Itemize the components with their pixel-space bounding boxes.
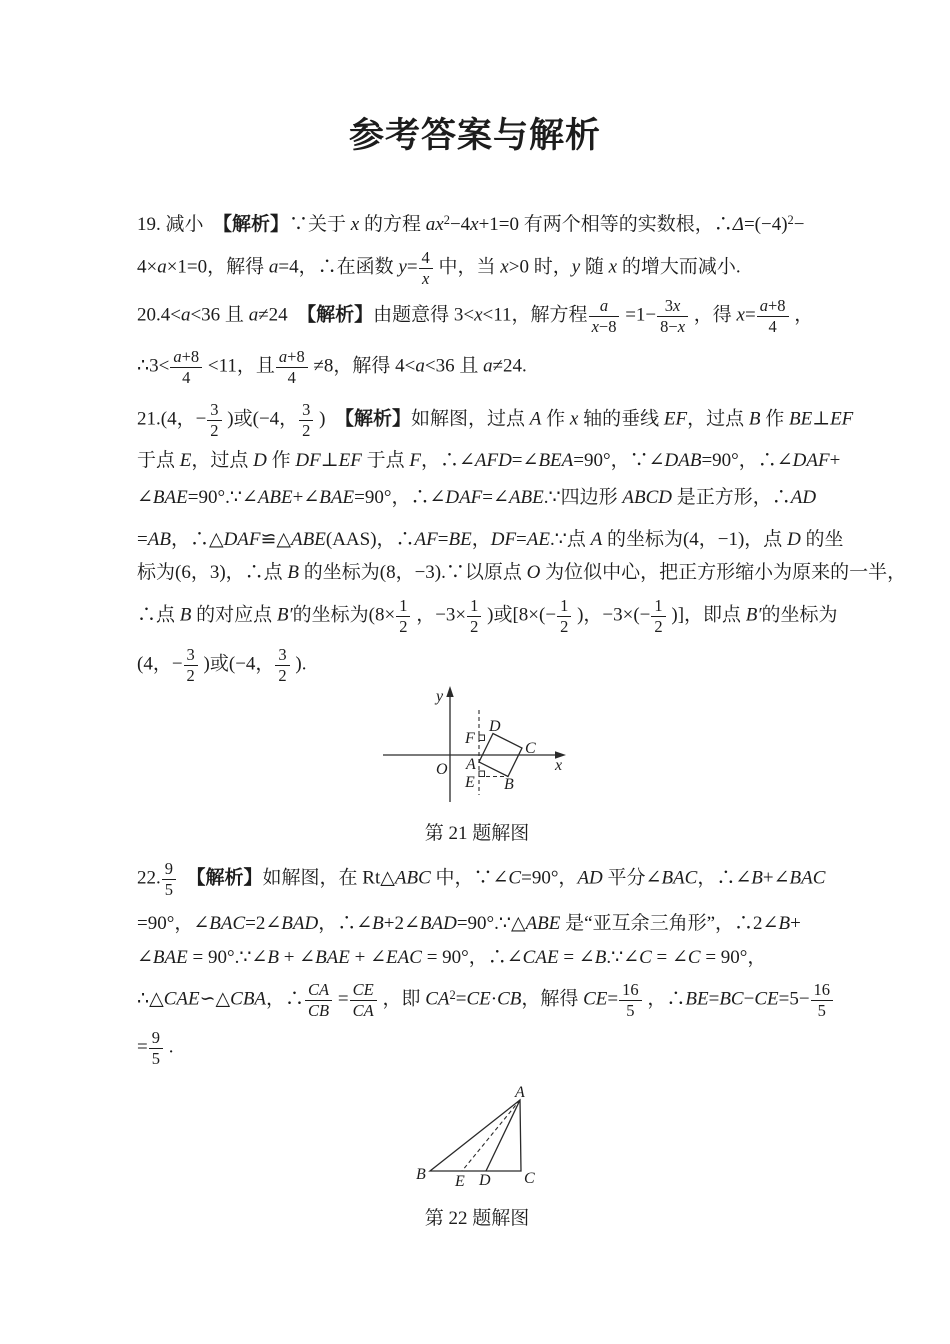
fraction: $\frac{a+8}{4}$: [757, 296, 789, 337]
fraction: $\frac{9}{5}$: [162, 859, 176, 900]
right-angle-mark-e: [479, 771, 485, 777]
q21-line-2: 于点 E，过点 D 作 DF⊥EF 于点 F，∴∠AFD=∠BEA=90°，∵∠DAB=90°，∴∠DAF+: [137, 450, 841, 471]
fraction: $\frac{3}{2}$: [299, 400, 313, 441]
q21-line-5: 标为(6，3)，∴点 B 的坐标为(8，−3).∵以原点 O 为位似中心，把正方形缩小为原来的一半，: [137, 562, 907, 583]
fraction: $\frac{16}{5}$: [811, 980, 834, 1021]
fraction: $\frac{a}{x-8}$: [589, 296, 620, 337]
q21-line-4: =AB，∴△DAF≌△ABE(AAS)，∴AF=BE，DF=AE.∵点 A 的坐标为(4，−1)，点 D 的坐: [137, 529, 844, 550]
fraction: $\frac{3}{2}$: [207, 400, 221, 441]
fraction: $\frac{3}{2}$: [275, 645, 289, 686]
point-label-f: F: [465, 730, 475, 747]
diagram-q22: [400, 1085, 550, 1190]
q20-line-1: 20.4<a<36 且 a≠24 【解析】由题意得 3<x<11，解方程 $\frac{a}{x-8}$ =1− $\frac{3x}{8-x}$ ，得 x= $\frac{a+8}{4}$ ，: [137, 296, 814, 336]
fraction: $\frac{CE}{CA}$: [350, 980, 377, 1021]
point-label-b: B: [416, 1166, 426, 1183]
q19-line-2: 4×a×1=0，解得 a=4，∴在函数 y= $\frac{4}{x}$ 中，当 x>0 时，y 随 x 的增大而减小.: [137, 248, 741, 288]
fraction: $\frac{1}{2}$: [467, 596, 481, 637]
point-label-o: O: [436, 761, 448, 778]
point-label-c: C: [525, 740, 536, 757]
fraction: $\frac{9}{5}$: [149, 1028, 163, 1069]
q22-line-1: 22. $\frac{9}{5}$ 【解析】如解图，在 Rt△ABC 中，∵∠C=90°，AD 平分∠BAC，∴∠B+∠BAC: [137, 859, 826, 899]
fraction: $\frac{3}{2}$: [184, 645, 198, 686]
fraction: $\frac{a+8}{4}$: [276, 347, 308, 388]
fraction: $\frac{4}{x}$: [419, 248, 433, 289]
q22-line-4: ∴△CAE∽△CBA，∴ $\frac{CA}{CB}$ = $\frac{CE}{CA}$ ，即 $CA^2=CE\cdot CB$，解得 CE= $\frac{16}{5}$ ，∴BE=BC−CE=5− $\frac{16}{5}$: [137, 980, 834, 1021]
q22-line-3: ∠BAE = 90°.∵∠B + ∠BAE + ∠EAC = 90°，∴∠CAE = ∠B.∵∠C = ∠C = 90°，: [137, 947, 767, 968]
q22-line-2: =90°，∠BAC=2∠BAD，∴∠B+2∠BAD=90°.∵△ABE 是“亚互余三角形”，∴2∠B+: [137, 913, 801, 934]
q21-line-7: (4，− $\frac{3}{2}$ )或(−4， $\frac{3}{2}$ ).: [137, 645, 307, 685]
point-label-d: D: [489, 718, 501, 735]
q19-line-1: 19. 减小 【解析】∵关于 x 的方程 $ax^2-4x+1=0$ 有两个相等的实数根，$\therefore\Delta=(-4)^2-$: [137, 213, 805, 235]
q21-line-3: ∠BAE=90°.∵∠ABE+∠BAE=90°，∴∠DAF=∠ABE.∵四边形 ABCD 是正方形，∴AD: [137, 487, 817, 508]
y-axis-arrow-icon: [446, 686, 453, 697]
triangle-abc: [430, 1100, 521, 1171]
q21-line-6: ∴点 B 的对应点 B′的坐标为(8× $\frac{1}{2}$ ，−3× $\frac{1}{2}$ )或[8×(− $\frac{1}{2}$ )，−3×(− $\frac{1}{2}$ )]，即点 B′的坐标为: [137, 596, 838, 636]
point-label-c: C: [524, 1170, 535, 1187]
point-label-b: B: [504, 776, 514, 793]
q20-line-2: ∴3< $\frac{a+8}{4}$ <11，且 $\frac{a+8}{4}$ ≠8，解得 4<a<36 且 a≠24.: [137, 347, 527, 387]
point-label-e: E: [465, 774, 475, 791]
page-title: 参考答案与解析: [348, 116, 601, 155]
q22-line-5: = $\frac{9}{5}$ .: [137, 1028, 174, 1068]
fraction: $\frac{3x}{8-x}$: [657, 296, 688, 337]
point-label-e: E: [455, 1173, 465, 1190]
fraction: $\frac{1}{2}$: [651, 596, 665, 637]
q21-line-1: 21.(4，− $\frac{3}{2}$ )或(−4， $\frac{3}{2}$ ) 【解析】如解图，过点 A 作 x 轴的垂线 EF，过点 B 作 BE⊥EF: [137, 400, 854, 440]
fraction: $\frac{1}{2}$: [557, 596, 571, 637]
point-label-a: A: [466, 756, 476, 773]
fraction: $\frac{CA}{CB}$: [305, 980, 332, 1021]
axis-label-x: x: [555, 757, 563, 774]
fraction: $\frac{1}{2}$: [396, 596, 410, 637]
diagram-q21-caption: 第 21 题解图: [424, 823, 530, 844]
point-label-a: A: [515, 1084, 525, 1101]
fraction: $\frac{a+8}{4}$: [170, 347, 202, 388]
right-angle-mark-f: [479, 735, 485, 741]
axis-label-y: y: [436, 688, 444, 705]
fraction: $\frac{16}{5}$: [619, 980, 642, 1021]
diagram-q21: [370, 682, 580, 807]
point-label-d: D: [479, 1172, 491, 1189]
diagram-q22-caption: 第 22 题解图: [424, 1208, 530, 1229]
